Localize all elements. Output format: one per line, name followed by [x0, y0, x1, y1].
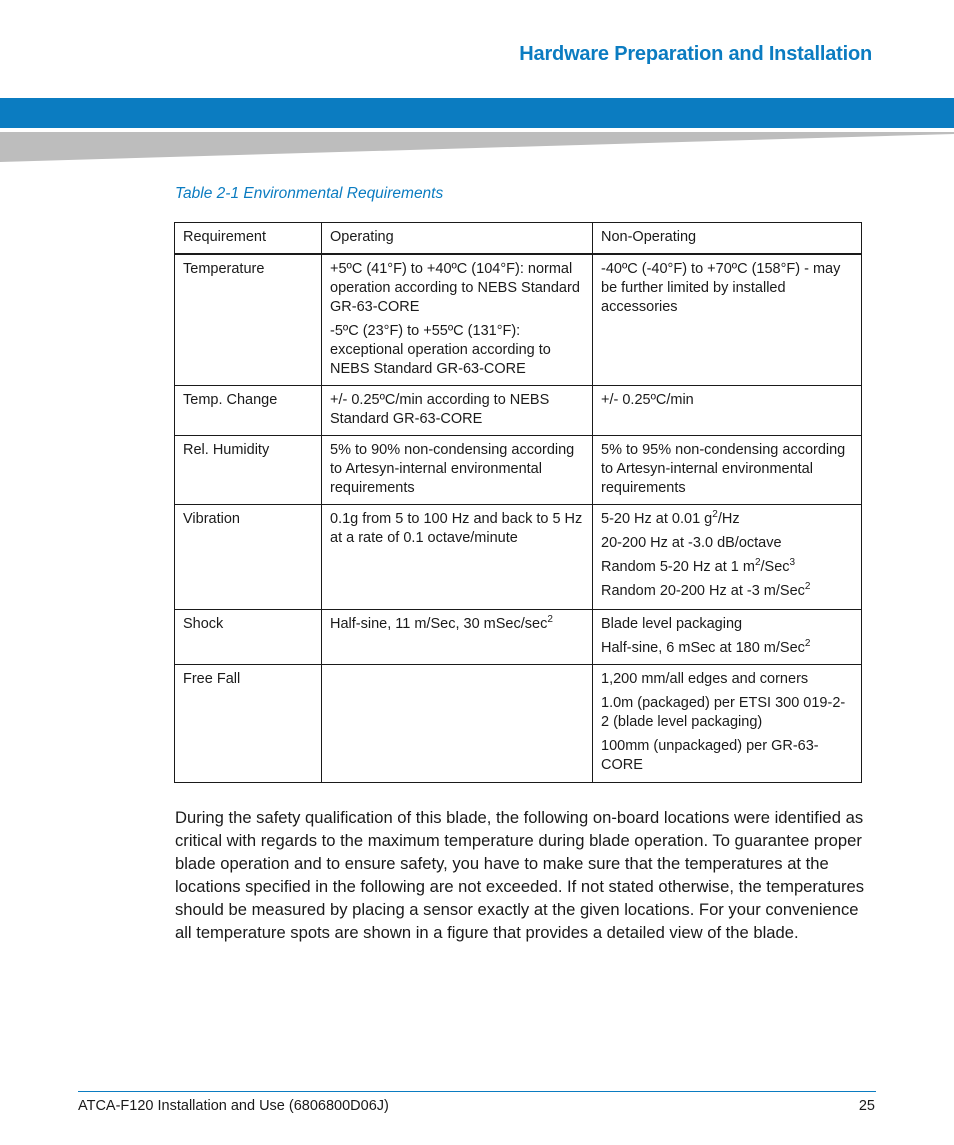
cell-operating: [322, 665, 593, 783]
cell-line: 100mm (unpackaged) per GR-63-CORE: [601, 738, 819, 773]
cell-text: 5-20 Hz at 0.01 g: [601, 511, 713, 527]
superscript: 2: [804, 581, 811, 592]
table-row: [175, 505, 862, 610]
header-blue-bar: [0, 98, 954, 128]
cell-operating: [322, 505, 593, 610]
cell-requirement: Shock: [175, 610, 322, 665]
header-operating: Operating: [322, 223, 593, 255]
cell-line: 5% to 95% non-condensing according to Artesyn-internal environmental requirements: [601, 442, 846, 496]
cell-text-tail: /Hz: [717, 511, 740, 527]
cell-line: [601, 639, 853, 658]
environmental-requirements-table: [174, 222, 862, 783]
cell-operating: [322, 386, 593, 436]
cell-line: 1.0m (packaged) per ETSI 300 019-2-2 (blade level packaging): [601, 695, 846, 730]
cell-non-operating: [593, 610, 862, 665]
cell-line: 1,200 mm/all edges and corners: [601, 671, 809, 687]
cell-line: [601, 534, 853, 553]
table-body: [175, 254, 862, 783]
footer-page-number: 25: [858, 1098, 875, 1114]
cell-text-tail: /Sec: [760, 559, 790, 575]
cell-text: Half-sine, 6 mSec at 180 m/Sec: [601, 640, 805, 656]
cell-line: 5% to 90% non-condensing according to Artesyn-internal environmental requirements: [330, 442, 575, 496]
cell-text: Random 5-20 Hz at 1 m: [601, 559, 755, 575]
superscript: 2: [712, 509, 718, 520]
cell-non-operating: [593, 505, 862, 610]
table-row: [175, 254, 862, 386]
cell-line: [601, 510, 853, 529]
cell-line: [601, 558, 853, 577]
table-row: [175, 436, 862, 505]
cell-non-operating: [593, 254, 862, 386]
cell-text: Random 20-200 Hz at -3 m/Sec: [601, 583, 805, 599]
cell-line: +5ºC (41°F) to +40ºC (104°F): normal operation according to NEBS Standard GR-63-CORE: [330, 261, 580, 315]
cell-operating: [322, 610, 593, 665]
cell-text: 20-200 Hz at -3.0 dB/octave: [601, 535, 782, 551]
body-paragraph: During the safety qualification of this blade, the following on-board locations were identified as critical with regards to the maximum temperature during blade operation. To guarantee proper blade operation and to ensure safety, you have to make sure that the temperatures at the locations specified in the following are not exceeded. If not stated otherwise, the temperatures should be measured by placing a sensor exactly at the given locations. For your convenience all temperature spots are shown in a figure that provides a detailed view of the blade.: [175, 808, 865, 942]
table-caption: Table 2-1 Environmental Requirements: [175, 185, 444, 202]
cell-requirement: Temperature: [175, 254, 322, 386]
table-row: [175, 610, 862, 665]
cell-non-operating: [593, 386, 862, 436]
footer-document-title: ATCA-F120 Installation and Use (6806800D06J): [78, 1098, 389, 1114]
cell-text: Blade level packaging: [601, 616, 743, 632]
header-requirement: Requirement: [175, 223, 322, 255]
cell-line: +/- 0.25ºC/min: [601, 392, 694, 408]
footer-rule: [78, 1091, 876, 1092]
cell-operating: [322, 254, 593, 386]
cell-requirement: Free Fall: [175, 665, 322, 783]
cell-line: +/- 0.25ºC/min according to NEBS Standard GR-63-CORE: [330, 392, 550, 427]
cell-text: Half-sine, 11 m/Sec, 30 mSec/sec: [330, 616, 548, 632]
table-row: [175, 665, 862, 783]
superscript: 2: [804, 638, 811, 649]
superscript: 2: [754, 557, 761, 568]
cell-line: -40ºC (-40°F) to +70ºC (158°F) - may be further limited by installed accessories: [601, 261, 841, 315]
cell-requirement: Vibration: [175, 505, 322, 610]
superscript: 3: [789, 557, 796, 568]
header-swoosh: [0, 128, 954, 164]
header-non-operating: Non-Operating: [593, 223, 862, 255]
table-header-row: [175, 223, 862, 255]
cell-operating: [322, 436, 593, 505]
cell-requirement: Temp. Change: [175, 386, 322, 436]
cell-line: 0.1g from 5 to 100 Hz and back to 5 Hz at a rate of 0.1 octave/minute: [330, 511, 583, 546]
cell-non-operating: [593, 665, 862, 783]
page-section-title: Hardware Preparation and Installation: [519, 43, 872, 65]
cell-line: [601, 615, 853, 634]
table-row: [175, 386, 862, 436]
cell-line: [330, 615, 584, 634]
cell-non-operating: [593, 436, 862, 505]
cell-requirement: Rel. Humidity: [175, 436, 322, 505]
cell-line: [601, 582, 853, 601]
superscript: 2: [547, 614, 553, 625]
cell-line: -5ºC (23°F) to +55ºC (131°F): exceptional operation according to NEBS Standard GR-63-CORE: [330, 323, 551, 377]
